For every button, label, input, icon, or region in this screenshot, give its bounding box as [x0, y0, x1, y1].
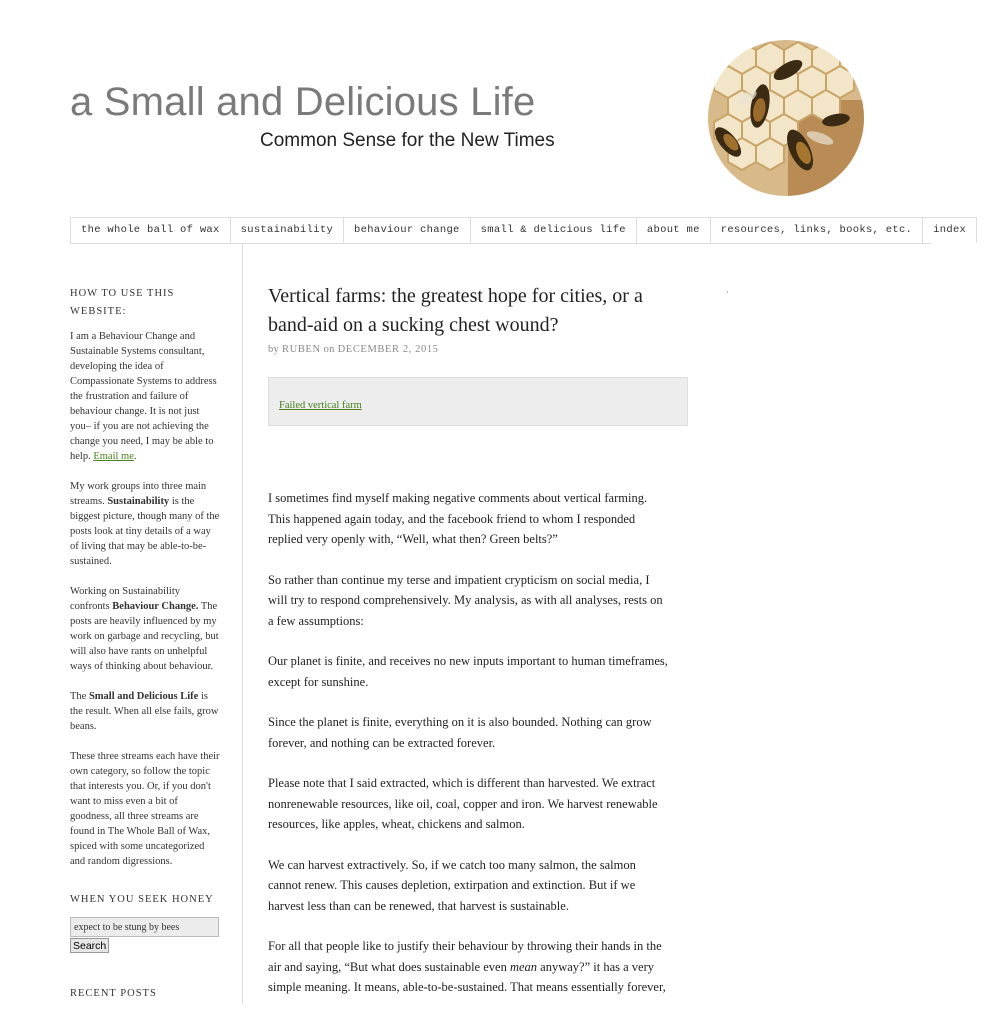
seek-honey-heading: WHEN YOU SEEK HONEY — [70, 894, 214, 905]
sustainability-label: Sustainability — [107, 496, 170, 507]
search-button[interactable]: Search — [70, 938, 109, 953]
post-text: For all that people like to justify their behaviour by throwing their hands in the air and saying, “But what does sustainable even — [268, 939, 662, 974]
streams-text: My work groups into three main streams. — [70, 481, 207, 507]
honeycomb-bees-image — [708, 40, 864, 196]
sidebar — [70, 285, 220, 953]
nav-item-sustainability[interactable]: sustainability — [230, 217, 344, 243]
categories-paragraph: These three streams each have their own category, so follow the topic that interests you. Or, if you don't want to miss even a bit of goodness, all three streams are found in The Whole Ball of Wax, spiced with some uncategorized and random digressions. — [70, 751, 220, 867]
nav-item-resources[interactable]: resources, links, books, etc. — [710, 217, 923, 243]
main-navigation — [70, 217, 967, 244]
search-input[interactable] — [70, 917, 219, 937]
streams-text-cont: is the biggest picture, though many of the posts look at tiny details of a way of living that may be able-to-be-sustained. — [70, 496, 220, 567]
nav-item-behaviour-change[interactable]: behaviour change — [343, 217, 471, 243]
intro-paragraph: I am a Behaviour Change and Sustainable Systems consultant, developing the idea of Compassionate Systems to address the frustration and failure of behaviour change. It is not just you– if you are not achieving the change you need, I may be able to help. Email me. — [70, 331, 217, 462]
behaviour-change-label: Behaviour Change. — [112, 601, 199, 612]
post-paragraph: Our planet is finite, and receives no new inputs important to human timeframes, except for sunshine. — [268, 654, 668, 689]
image-caption-link[interactable]: Failed vertical farm — [279, 400, 362, 411]
nav-item-index[interactable]: index — [922, 217, 977, 243]
nav-item-small-delicious-life[interactable]: small & delicious life — [470, 217, 637, 243]
decorative-dot: · — [726, 288, 729, 297]
nav-item-whole-ball-of-wax[interactable]: the whole ball of wax — [70, 217, 231, 243]
honeybees-on-honeycomb-logo[interactable] — [708, 40, 864, 196]
how-to-use-heading: HOW TO USE THIS WEBSITE: — [70, 288, 175, 317]
post-text-cont: anyway?” it has a very simple meaning. It means, able-to-be-sustained. That means essentially forever, — [268, 959, 666, 994]
post-title[interactable]: Vertical farms: the greatest hope for cities, or a band-aid on a sucking chest wound? — [268, 285, 643, 336]
email-me-link[interactable]: Email me — [93, 451, 134, 462]
small-life-text-cont: is the result. When all else fails, grow beans. — [70, 691, 219, 732]
behaviour-text: Working on Sustainability confronts — [70, 586, 180, 612]
search-form — [70, 917, 220, 953]
post-content — [268, 282, 678, 1018]
behaviour-paragraph — [70, 584, 220, 674]
small-delicious-life-label: Small and Delicious Life — [88, 691, 199, 702]
post-meta — [268, 344, 678, 355]
post-emphasis: mean — [509, 959, 538, 974]
small-life-paragraph — [70, 689, 220, 734]
post-date[interactable]: DECEMBER 2, 2015 — [337, 344, 439, 355]
streams-paragraph — [70, 479, 220, 569]
site-title[interactable]: a Small and Delicious Life — [70, 80, 536, 124]
post-paragraph: Since the planet is finite, everything on it is also bounded. Nothing can grow forever, and nothing can be extracted forever. — [268, 715, 652, 750]
post-paragraph: We can harvest extractively. So, if we catch too many salmon, the salmon cannot renew. This causes depletion, extirpation and extinction. But if we harvest less than can be renewed, that harvest is sustainable. — [268, 857, 636, 913]
post-paragraph: So rather than continue my terse and impatient crypticism on social media, I will try to respond comprehensively. My analysis, as with all analyses, rests on a few assumptions: — [268, 572, 663, 628]
behaviour-text-cont: The posts are heavily influenced by my work on garbage and recycling, but will also have rants on unhelpful ways of thinking about behaviour. — [70, 601, 219, 672]
intro-text: I am a Behaviour Change and Sustainable Systems consultant, developing the idea of Compassionate Systems to address the frustration and failure of behaviour change. It is not just you– if you are not achieving the change you need, I may be able to help. — [70, 331, 217, 462]
meta-by: by — [268, 344, 280, 355]
meta-on: on — [323, 344, 335, 355]
post-paragraph — [268, 936, 668, 998]
sidebar-divider — [242, 244, 243, 1004]
recent-posts-heading: RECENT POSTS — [70, 988, 157, 999]
post-paragraph: Please note that I said extracted, which is different than harvested. We extract nonrenewable resources, like oil, coal, copper and iron. We harvest renewable resources, like apples, wheat, chickens and salmon. — [268, 776, 658, 831]
nav-item-about-me[interactable]: about me — [636, 217, 711, 243]
post-author[interactable]: RUBEN — [282, 344, 321, 355]
small-life-text: The — [70, 691, 87, 702]
post-paragraph: I sometimes find myself making negative comments about vertical farming. This happened again today, and the facebook friend to whom I responded replied very openly with, “Well, what then? Green belts?” — [268, 491, 648, 546]
site-tagline: Common Sense for the New Times — [260, 130, 555, 151]
post-body — [268, 488, 668, 998]
post-image-placeholder — [268, 377, 688, 426]
